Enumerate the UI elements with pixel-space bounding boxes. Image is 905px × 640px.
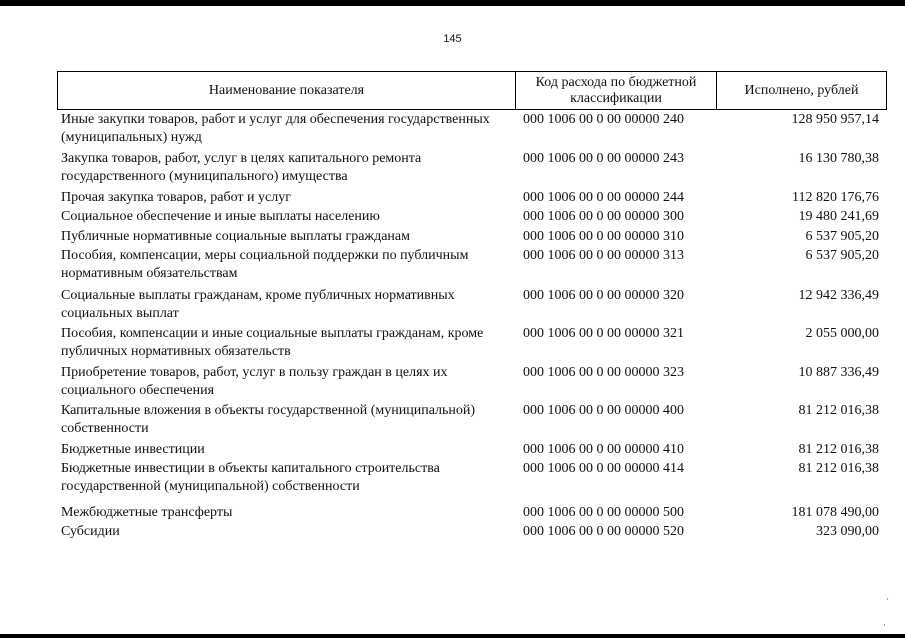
row-sum: 2 055 000,00 bbox=[805, 326, 879, 341]
row-code: 000 1006 00 0 00 00000 313 bbox=[523, 248, 684, 263]
row-sum: 128 950 957,14 bbox=[791, 112, 879, 127]
row-code: 000 1006 00 0 00 00000 300 bbox=[523, 209, 684, 224]
row-code: 000 1006 00 0 00 00000 240 bbox=[523, 112, 684, 127]
row-code: 000 1006 00 0 00 00000 323 bbox=[523, 365, 684, 380]
row-code: 000 1006 00 0 00 00000 500 bbox=[523, 505, 684, 520]
top-border-rule bbox=[0, 0, 905, 6]
row-name: Бюджетные инвестиции bbox=[61, 442, 205, 457]
row-name: Иные закупки товаров, работ и услуг для обеспечения государственных (муниципальных) нужд bbox=[61, 112, 490, 145]
row-name: Приобретение товаров, работ, услуг в пользу граждан в целях их социального обеспечения bbox=[61, 365, 448, 398]
row-code: 000 1006 00 0 00 00000 320 bbox=[523, 288, 684, 303]
row-code: 000 1006 00 0 00 00000 310 bbox=[523, 229, 684, 244]
table-header bbox=[57, 71, 887, 110]
row-sum: 6 537 905,20 bbox=[805, 248, 879, 263]
row-sum: 181 078 490,00 bbox=[791, 505, 879, 520]
row-code: 000 1006 00 0 00 00000 244 bbox=[523, 190, 684, 205]
row-code: 000 1006 00 0 00 00000 410 bbox=[523, 442, 684, 457]
row-name: Субсидии bbox=[61, 524, 120, 539]
scan-speck: · bbox=[886, 594, 889, 604]
row-code: 000 1006 00 0 00 00000 321 bbox=[523, 326, 684, 341]
row-sum: 81 212 016,38 bbox=[798, 461, 879, 476]
header-code: Код расхода по бюджетной классификации bbox=[535, 74, 697, 106]
row-sum: 12 942 336,49 bbox=[798, 288, 879, 303]
row-name: Социальные выплаты гражданам, кроме публичных нормативных социальных выплат bbox=[61, 288, 455, 321]
page-number: 145 bbox=[443, 33, 462, 45]
row-sum: 323 090,00 bbox=[816, 524, 879, 539]
row-sum: 81 212 016,38 bbox=[798, 442, 879, 457]
row-code: 000 1006 00 0 00 00000 243 bbox=[523, 151, 684, 166]
row-name: Пособия, компенсации и иные социальные выплаты гражданам, кроме публичных нормативных обязательств bbox=[61, 326, 484, 359]
row-name: Социальное обеспечение и иные выплаты населению bbox=[61, 209, 380, 224]
bottom-border-rule bbox=[0, 634, 905, 638]
row-code: 000 1006 00 0 00 00000 520 bbox=[523, 524, 684, 539]
row-sum: 16 130 780,38 bbox=[798, 151, 879, 166]
row-name: Прочая закупка товаров, работ и услуг bbox=[61, 190, 291, 205]
row-name: Закупка товаров, работ, услуг в целях капитального ремонта государственного (муниципального) имущества bbox=[61, 151, 422, 184]
row-name: Бюджетные инвестиции в объекты капитального строительства государственной (муниципальной) собственности bbox=[61, 461, 440, 494]
scan-speck: · bbox=[883, 620, 886, 630]
row-sum: 10 887 336,49 bbox=[798, 365, 879, 380]
row-sum: 81 212 016,38 bbox=[798, 403, 879, 418]
row-sum: 19 480 241,69 bbox=[798, 209, 879, 224]
header-name: Наименование показателя bbox=[208, 82, 365, 98]
row-name: Пособия, компенсации, меры социальной поддержки по публичным нормативным обязательствам bbox=[61, 248, 469, 281]
row-code: 000 1006 00 0 00 00000 400 bbox=[523, 403, 684, 418]
header-sum: Исполнено, рублей bbox=[744, 82, 859, 98]
row-sum: 112 820 176,76 bbox=[792, 190, 879, 205]
row-name: Межбюджетные трансферты bbox=[61, 505, 233, 520]
row-sum: 6 537 905,20 bbox=[805, 229, 879, 244]
row-code: 000 1006 00 0 00 00000 414 bbox=[523, 461, 684, 476]
row-name: Публичные нормативные социальные выплаты гражданам bbox=[61, 229, 410, 244]
row-name: Капитальные вложения в объекты государственной (муниципальной) собственности bbox=[61, 403, 476, 436]
